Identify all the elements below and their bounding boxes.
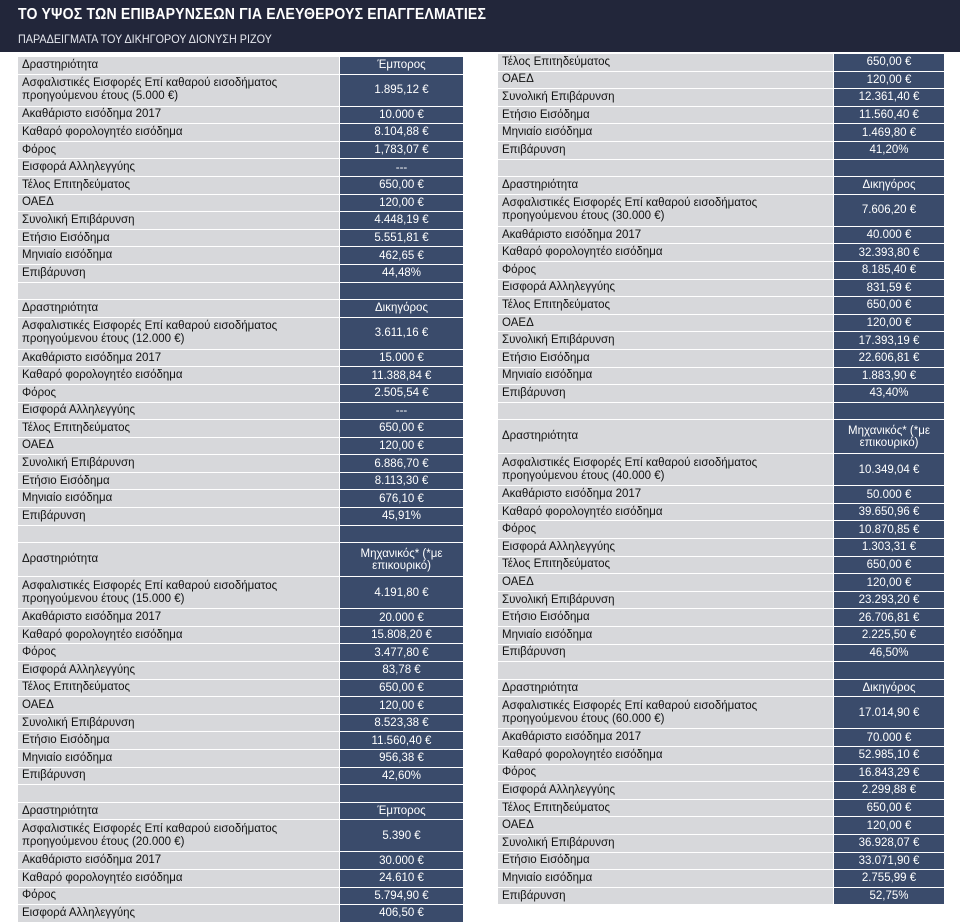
table-row [18, 888, 463, 906]
row-label: Επιβάρυνση [18, 508, 340, 525]
table-row [498, 54, 944, 72]
row-value: 15.808,20 € [340, 627, 463, 644]
row-value: 1.469,80 € [834, 124, 944, 141]
table-row [498, 504, 944, 522]
row-value: 15.000 € [340, 350, 463, 367]
table-row [498, 350, 944, 368]
row-label: Τέλος Επιτηδεύματος [18, 177, 340, 194]
row-value: 650,00 € [834, 297, 944, 314]
table-row [18, 732, 463, 750]
row-label: Ετήσιο Εισόδημα [498, 609, 834, 626]
row-value: 52.985,10 € [834, 747, 944, 764]
row-label: Ασφαλιστικές Εισφορές Επί καθαρού εισοδήματος προηγούμενου έτους (30.000 €) [498, 195, 834, 226]
page-title: ΤΟ ΥΨΟΣ ΤΩΝ ΕΠΙΒΑΡΥΝΣΕΩΝ ΓΙΑ ΕΛΕΥΘΕΡΟΥΣ ΕΠΑΓΓΕΛΜΑΤΙΕΣ [18, 6, 487, 23]
row-label: Ακαθάριστο εισόδημα 2017 [498, 227, 834, 244]
table-row [18, 124, 463, 142]
row-label: Τέλος Επιτηδεύματος [498, 557, 834, 574]
table-row [498, 870, 944, 888]
table-row [498, 332, 944, 350]
row-value: 650,00 € [340, 177, 463, 194]
row-label: Ετήσιο Εισόδημα [18, 473, 340, 490]
row-value: Μηχανικός* (*με επικουρικό) [340, 543, 463, 576]
table-row [18, 455, 463, 473]
row-label: Φόρος [498, 521, 834, 538]
table-row [498, 835, 944, 853]
header-banner [0, 0, 960, 52]
row-value [834, 160, 944, 177]
table-row [18, 473, 463, 491]
row-label: Μηνιαίο εισόδημα [498, 124, 834, 141]
row-value: 1.303,31 € [834, 539, 944, 556]
row-label: ΟΑΕΔ [498, 72, 834, 89]
row-value: 24.610 € [340, 870, 463, 887]
row-label: Ετήσιο Εισόδημα [498, 107, 834, 124]
row-label: Εισφορά Αλληλεγγύης [18, 403, 340, 420]
table-row [18, 350, 463, 368]
row-label: Μηνιαίο εισόδημα [498, 627, 834, 644]
table-row [498, 195, 944, 227]
row-value: 676,10 € [340, 490, 463, 507]
row-value: 120,00 € [834, 817, 944, 834]
row-label: Συνολική Επιβάρυνση [498, 592, 834, 609]
row-value: Δικηγόρος [340, 300, 463, 317]
row-label: Φόρος [18, 385, 340, 402]
row-label: Ακαθάριστο εισόδημα 2017 [498, 729, 834, 746]
row-label: Εισφορά Αλληλεγγύης [498, 782, 834, 799]
row-value: 831,59 € [834, 280, 944, 297]
row-label: Καθαρό φορολογητέο εισόδημα [18, 367, 340, 384]
row-value: 650,00 € [834, 54, 944, 71]
table-row [18, 680, 463, 698]
row-label: Τέλος Επιτηδεύματος [498, 800, 834, 817]
row-label: Δραστηριότητα [18, 57, 340, 74]
row-value: 10.349,04 € [834, 454, 944, 485]
table-row [18, 420, 463, 438]
row-value: 1.895,12 € [340, 75, 463, 106]
table-row [18, 300, 463, 318]
row-label: Καθαρό φορολογητέο εισόδημα [498, 747, 834, 764]
row-label: Συνολική Επιβάρυνση [18, 715, 340, 732]
row-label: Φόρος [18, 888, 340, 905]
table-row [498, 747, 944, 765]
table-row [498, 315, 944, 333]
row-value: 11.388,84 € [340, 367, 463, 384]
row-label: Καθαρό φορολογητέο εισόδημα [18, 627, 340, 644]
table-row [18, 577, 463, 609]
table-spacer-row [18, 526, 463, 544]
row-label: Φόρος [498, 262, 834, 279]
table-row [498, 888, 944, 906]
table-row [18, 508, 463, 526]
row-label: Μηνιαίο εισόδημα [18, 750, 340, 767]
row-label: ΟΑΕΔ [18, 195, 340, 212]
row-value: 52,75% [834, 888, 944, 905]
row-label: Καθαρό φορολογητέο εισόδημα [18, 124, 340, 141]
row-label: Ασφαλιστικές Εισφορές Επί καθαρού εισοδήματος προηγούμενου έτους (60.000 €) [498, 697, 834, 728]
row-label: Φόρος [18, 142, 340, 159]
row-value: 10.000 € [340, 107, 463, 124]
table-row [498, 262, 944, 280]
row-value: 7.606,20 € [834, 195, 944, 226]
row-value: 2.225,50 € [834, 627, 944, 644]
table-row [498, 420, 944, 454]
table-row [498, 280, 944, 298]
row-value [340, 785, 463, 802]
row-label: Ακαθάριστο εισόδημα 2017 [18, 852, 340, 869]
row-value: 83,78 € [340, 662, 463, 679]
table-row [18, 107, 463, 125]
row-value: 12.361,40 € [834, 89, 944, 106]
row-value: 30.000 € [340, 852, 463, 869]
row-value: 45,91% [340, 508, 463, 525]
table-row [498, 800, 944, 818]
table-row [18, 905, 463, 923]
row-label: Εισφορά Αλληλεγγύης [18, 662, 340, 679]
table-row [18, 247, 463, 265]
row-label: Εισφορά Αλληλεγγύης [498, 539, 834, 556]
row-label: Τέλος Επιτηδεύματος [18, 680, 340, 697]
table-row [498, 680, 944, 698]
row-value: Έμπορος [340, 803, 463, 820]
table-row [498, 454, 944, 486]
row-label: Καθαρό φορολογητέο εισόδημα [18, 870, 340, 887]
row-value: 120,00 € [834, 315, 944, 332]
row-label: Δραστηριότητα [18, 803, 340, 820]
table-row [498, 142, 944, 160]
row-value: 39.650,96 € [834, 504, 944, 521]
table-row [498, 107, 944, 125]
table-spacer-row [498, 662, 944, 680]
row-value: 5.794,90 € [340, 888, 463, 905]
table-row [498, 765, 944, 783]
row-label: Μηνιαίο εισόδημα [18, 490, 340, 507]
row-label: Επιβάρυνση [498, 645, 834, 662]
row-label: ΟΑΕΔ [18, 438, 340, 455]
row-value: 42,60% [340, 768, 463, 785]
row-value: 8.104,88 € [340, 124, 463, 141]
row-value: 1.883,90 € [834, 368, 944, 385]
row-label: Επιβάρυνση [18, 265, 340, 282]
row-label: Δραστηριότητα [18, 300, 340, 317]
row-label: Ακαθάριστο εισόδημα 2017 [18, 609, 340, 626]
row-label: Δραστηριότητα [498, 177, 834, 194]
row-label: Εισφορά Αλληλεγγύης [18, 159, 340, 176]
row-label: Ασφαλιστικές Εισφορές Επί καθαρού εισοδήματος προηγούμενου έτους (15.000 €) [18, 577, 340, 608]
row-label: Ακαθάριστο εισόδημα 2017 [498, 486, 834, 503]
table-row [18, 159, 463, 177]
row-label [498, 160, 834, 177]
row-value: 120,00 € [340, 438, 463, 455]
row-value: 120,00 € [834, 72, 944, 89]
row-value: --- [340, 159, 463, 176]
table-spacer-row [498, 160, 944, 178]
table-row [498, 368, 944, 386]
table-row [498, 817, 944, 835]
table-row [498, 177, 944, 195]
table-row [18, 697, 463, 715]
row-label: Τέλος Επιτηδεύματος [18, 420, 340, 437]
row-label [18, 526, 340, 543]
row-value: 23.293,20 € [834, 592, 944, 609]
row-label: Συνολική Επιβάρυνση [498, 89, 834, 106]
table-row [498, 729, 944, 747]
table-row [498, 609, 944, 627]
row-label: Επιβάρυνση [498, 888, 834, 905]
table-row [498, 592, 944, 610]
row-value: 120,00 € [340, 697, 463, 714]
row-label: Ασφαλιστικές Εισφορές Επί καθαρού εισοδήματος προηγούμενου έτους (5.000 €) [18, 75, 340, 106]
table-row [18, 318, 463, 350]
table-row [18, 715, 463, 733]
row-value: 650,00 € [834, 800, 944, 817]
row-label: Ασφαλιστικές Εισφορές Επί καθαρού εισοδήματος προηγούμενου έτους (20.000 €) [18, 820, 340, 851]
table-row [18, 57, 463, 75]
row-value: Δικηγόρος [834, 680, 944, 697]
row-label: Ακαθάριστο εισόδημα 2017 [18, 107, 340, 124]
table-row [18, 438, 463, 456]
row-value: 8.113,30 € [340, 473, 463, 490]
row-label: Ασφαλιστικές Εισφορές Επί καθαρού εισοδήματος προηγούμενου έτους (40.000 €) [498, 454, 834, 485]
table-row [498, 539, 944, 557]
row-label: Επιβάρυνση [498, 385, 834, 402]
row-value: 40.000 € [834, 227, 944, 244]
row-label: Ακαθάριστο εισόδημα 2017 [18, 350, 340, 367]
table-row [18, 367, 463, 385]
table-row [498, 385, 944, 403]
row-label: Συνολική Επιβάρυνση [18, 212, 340, 229]
row-value [834, 662, 944, 679]
row-value: 650,00 € [834, 557, 944, 574]
row-label: Ετήσιο Εισόδημα [498, 853, 834, 870]
row-value: 5.551,81 € [340, 230, 463, 247]
row-label: Τέλος Επιτηδεύματος [498, 297, 834, 314]
row-value: 1,783,07 € [340, 142, 463, 159]
row-value: 2.299,88 € [834, 782, 944, 799]
left-table [18, 57, 463, 923]
row-value [340, 526, 463, 543]
row-value: 22.606,81 € [834, 350, 944, 367]
table-row [18, 852, 463, 870]
row-label: Δραστηριότητα [498, 680, 834, 697]
table-row [498, 244, 944, 262]
row-label: Εισφορά Αλληλεγγύης [498, 280, 834, 297]
table-row [498, 89, 944, 107]
table-row [498, 627, 944, 645]
row-value: Έμπορος [340, 57, 463, 74]
row-value: 33.071,90 € [834, 853, 944, 870]
row-label: Φόρος [498, 765, 834, 782]
table-row [498, 227, 944, 245]
table-row [18, 230, 463, 248]
row-label: Ετήσιο Εισόδημα [18, 230, 340, 247]
row-value: 120,00 € [340, 195, 463, 212]
table-row [18, 177, 463, 195]
row-value: 41,20% [834, 142, 944, 159]
row-label [18, 785, 340, 802]
row-label [498, 403, 834, 420]
table-row [18, 768, 463, 786]
row-value: 650,00 € [340, 420, 463, 437]
row-value: 26.706,81 € [834, 609, 944, 626]
table-spacer-row [498, 403, 944, 421]
row-value: 11.560,40 € [340, 732, 463, 749]
row-label: Μηνιαίο εισόδημα [498, 368, 834, 385]
table-row [18, 750, 463, 768]
row-label: Επιβάρυνση [498, 142, 834, 159]
table-row [498, 72, 944, 90]
row-label: ΟΑΕΔ [498, 574, 834, 591]
table-row [18, 195, 463, 213]
row-label: Μηνιαίο εισόδημα [498, 870, 834, 887]
table-row [18, 543, 463, 577]
row-label: Συνολική Επιβάρυνση [18, 455, 340, 472]
table-spacer-row [18, 283, 463, 301]
table-row [498, 486, 944, 504]
row-value: 2.505,54 € [340, 385, 463, 402]
row-label: Τέλος Επιτηδεύματος [498, 54, 834, 71]
table-row [498, 853, 944, 871]
table-row [498, 697, 944, 729]
row-value: 2.755,99 € [834, 870, 944, 887]
table-row [498, 782, 944, 800]
table-row [18, 385, 463, 403]
row-value: 36.928,07 € [834, 835, 944, 852]
row-value [340, 283, 463, 300]
table-row [498, 557, 944, 575]
table-row [18, 627, 463, 645]
row-value: 8.185,40 € [834, 262, 944, 279]
row-label: Δραστηριότητα [18, 543, 340, 576]
table-row [18, 662, 463, 680]
row-label: Συνολική Επιβάρυνση [498, 332, 834, 349]
row-value: Μηχανικός* (*με επικουρικό) [834, 420, 944, 453]
row-label: Δραστηριότητα [498, 420, 834, 453]
row-value: 120,00 € [834, 574, 944, 591]
row-label: Επιβάρυνση [18, 768, 340, 785]
row-value: 4.191,80 € [340, 577, 463, 608]
table-row [498, 574, 944, 592]
page-subtitle: ΠΑΡΑΔΕΙΓΜΑΤΑ ΤΟΥ ΔΙΚΗΓΟΡΟΥ ΔΙΟΝΥΣΗ ΡΙΖΟΥ [18, 32, 272, 46]
table-row [18, 644, 463, 662]
table-row [498, 521, 944, 539]
table-row [18, 609, 463, 627]
row-label: Εισφορά Αλληλεγγύης [18, 905, 340, 922]
row-label [18, 283, 340, 300]
table-row [18, 75, 463, 107]
row-value: 462,65 € [340, 247, 463, 264]
row-value: 406,50 € [340, 905, 463, 922]
row-value: 5.390 € [340, 820, 463, 851]
table-row [18, 490, 463, 508]
right-table [498, 54, 944, 905]
row-value: 11.560,40 € [834, 107, 944, 124]
row-label [498, 662, 834, 679]
table-spacer-row [18, 785, 463, 803]
row-label: Μηνιαίο εισόδημα [18, 247, 340, 264]
row-label: Συνολική Επιβάρυνση [498, 835, 834, 852]
row-value: 6.886,70 € [340, 455, 463, 472]
table-row [498, 645, 944, 663]
row-label: ΟΑΕΔ [498, 817, 834, 834]
row-value [834, 403, 944, 420]
table-row [18, 142, 463, 160]
row-value: 17.393,19 € [834, 332, 944, 349]
row-value: 43,40% [834, 385, 944, 402]
row-value: 16.843,29 € [834, 765, 944, 782]
table-row [18, 403, 463, 421]
row-value: 44,48% [340, 265, 463, 282]
row-value: 20.000 € [340, 609, 463, 626]
row-value: Δικηγόρος [834, 177, 944, 194]
row-label: Ετήσιο Εισόδημα [498, 350, 834, 367]
row-value: 650,00 € [340, 680, 463, 697]
row-label: Φόρος [18, 644, 340, 661]
table-row [18, 212, 463, 230]
table-row [18, 803, 463, 821]
row-value: 956,38 € [340, 750, 463, 767]
table-row [498, 297, 944, 315]
row-value: 3.611,16 € [340, 318, 463, 349]
row-label: ΟΑΕΔ [18, 697, 340, 714]
row-label: ΟΑΕΔ [498, 315, 834, 332]
table-row [18, 265, 463, 283]
row-value: --- [340, 403, 463, 420]
row-label: Καθαρό φορολογητέο εισόδημα [498, 504, 834, 521]
table-row [18, 820, 463, 852]
row-value: 32.393,80 € [834, 244, 944, 261]
row-value: 10.870,85 € [834, 521, 944, 538]
row-label: Καθαρό φορολογητέο εισόδημα [498, 244, 834, 261]
row-value: 3.477,80 € [340, 644, 463, 661]
row-value: 17.014,90 € [834, 697, 944, 728]
row-value: 46,50% [834, 645, 944, 662]
row-label: Ασφαλιστικές Εισφορές Επί καθαρού εισοδήματος προηγούμενου έτους (12.000 €) [18, 318, 340, 349]
row-value: 70.000 € [834, 729, 944, 746]
row-value: 50.000 € [834, 486, 944, 503]
row-value: 8.523,38 € [340, 715, 463, 732]
table-row [18, 870, 463, 888]
row-label: Ετήσιο Εισόδημα [18, 732, 340, 749]
row-value: 4.448,19 € [340, 212, 463, 229]
table-row [498, 124, 944, 142]
